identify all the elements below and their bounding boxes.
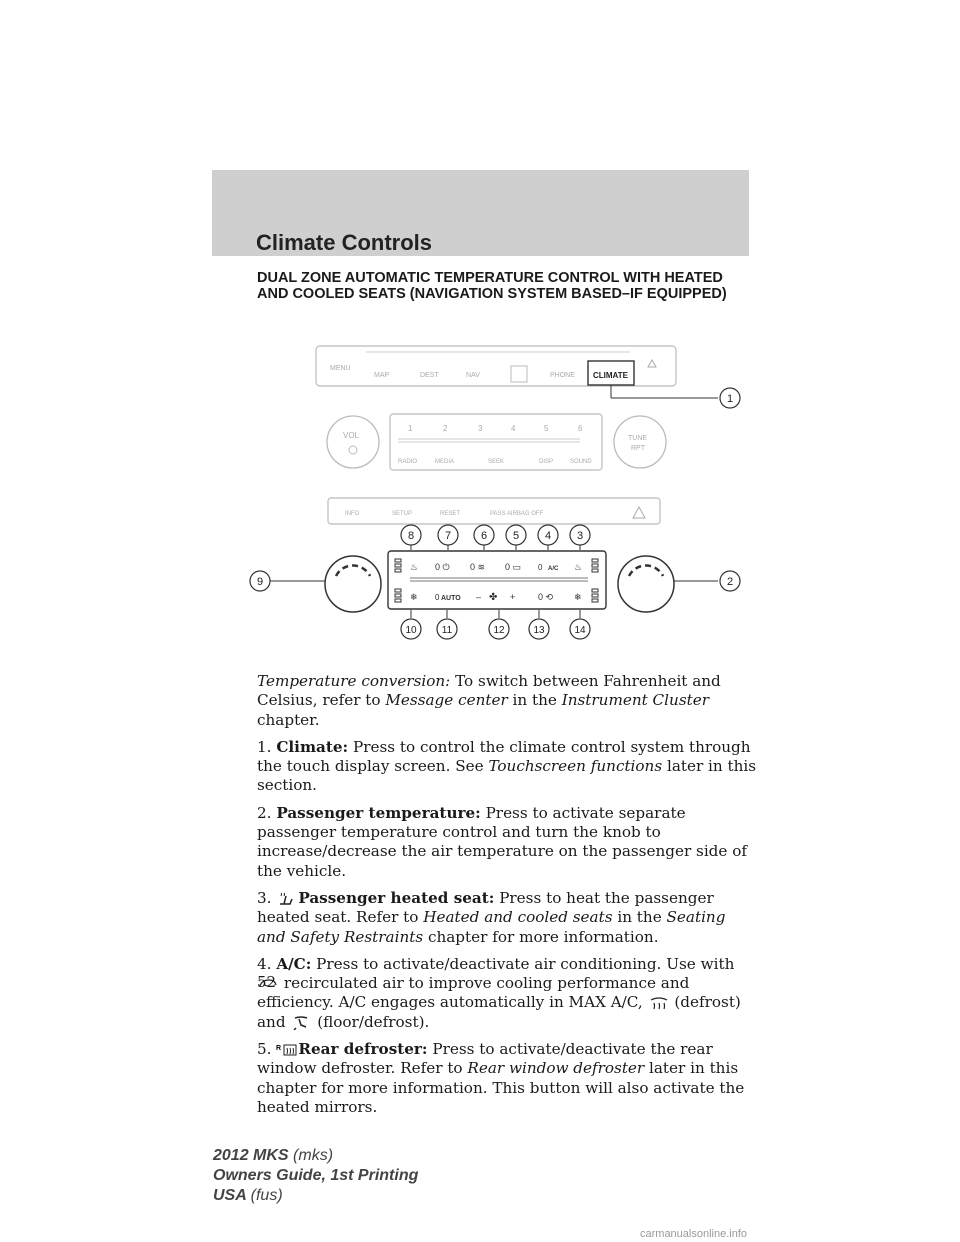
item-1-climate: 1. Climate: Press to control the climate control system through the touch display screen. See Touchscreen functions later in this section.: [257, 737, 757, 795]
hazard-icon: [633, 507, 645, 518]
footer-model-line: 2012 MKS (mks): [213, 1147, 334, 1164]
eject-icon: [648, 360, 656, 367]
item-4-ac: 4. A/C: Press to activate/deactivate air conditioning. Use with recirculated air to improve cooling performance and efficiency. A/C engages automatically in MAX A/C, (defrost) and (floor/defrost).: [257, 954, 741, 1031]
callout-4: 4: [544, 530, 552, 542]
fan-icon: ✤: [489, 592, 498, 603]
radio-button: RADIO: [398, 459, 418, 465]
rpt-label: RPT: [631, 445, 645, 452]
item-5-rear-defroster: 5. R Rear defroster: Press to activate/deactivate the rear window defroster. Refer to Rear window defroster later in this chapter for more information. This button will also activate the heated mirrors.: [257, 1040, 745, 1116]
footer-guide-line: Owners Guide, 1st Printing: [213, 1167, 419, 1184]
menu-button: MENU: [330, 365, 351, 372]
passenger-cooled-seat-icon: ❄: [574, 592, 582, 602]
driver-cooled-seat-icon: ❄: [410, 592, 418, 602]
callout-13: 13: [533, 625, 545, 636]
rear-defrost-button: 0 ▭: [505, 562, 522, 572]
section-heading: DUAL ZONE AUTOMATIC TEMPERATURE CONTROL WITH HEATED AND COOLED SEATS (NAVIGATION SYSTEM BASED–IF EQUIPPED): [257, 270, 727, 302]
preset-6: 6: [578, 424, 583, 433]
preset-5: 5: [544, 424, 549, 433]
pass-airbag-off-label: PASS AIRBAG OFF: [490, 511, 544, 517]
temperature-conversion-paragraph: Temperature conversion: To switch between Fahrenheit and Celsius, refer to Message center in the Instrument Cluster chapter.: [257, 672, 721, 729]
disp-button: DISP: [539, 459, 554, 465]
climate-control-diagram: [240, 338, 750, 648]
fan-increase: +: [510, 592, 516, 602]
fan-decrease: –: [476, 592, 482, 602]
item-3-passenger-heated-seat: 3. Passenger heated seat: Press to heat the passenger heated seat. Refer to Heated and cooled seats in the Seating and Safety Restraints chapter for more information.: [257, 888, 726, 946]
setup-button: SETUP: [392, 511, 413, 517]
preset-4: 4: [511, 424, 516, 433]
seek-button: SEEK: [488, 459, 505, 465]
defrost-icon: [648, 996, 670, 1010]
recirculation-button: 0 ⟲: [538, 592, 554, 602]
vol-label: VOL: [343, 431, 360, 440]
callout-7: 7: [444, 530, 452, 542]
rear-defrost-icon: [276, 1043, 298, 1057]
body-text: [257, 672, 757, 1125]
nav-button: NAV: [466, 372, 480, 379]
callout-2: 2: [726, 576, 734, 588]
driver-heated-seat-icon: ♨: [410, 562, 419, 572]
sound-button: SOUND: [570, 459, 592, 465]
page-number: 52: [257, 973, 277, 991]
reset-button: RESET: [440, 511, 461, 517]
callout-14: 14: [574, 625, 586, 636]
preset-3: 3: [478, 424, 483, 433]
floor-defrost-icon: [290, 1016, 312, 1030]
auto-label: AUTO: [441, 595, 461, 602]
tune-knob: [614, 416, 666, 468]
tune-label: TUNE: [628, 435, 648, 442]
chapter-title: Climate Controls: [256, 230, 433, 255]
item-2-passenger-temperature: 2. Passenger temperature: Press to activate separate passenger temperature control and turn the knob to increase/decrease the air temperature on the passenger side of the vehicle.: [257, 803, 747, 880]
info-key: [511, 366, 527, 382]
callout-1: 1: [726, 393, 734, 405]
preset-1: 1: [408, 424, 413, 433]
media-button: MEDIA: [435, 459, 455, 465]
callout-10: 10: [405, 625, 417, 636]
phone-button: PHONE: [550, 372, 575, 379]
auto-button: 0: [435, 593, 440, 602]
ac-button: 0: [538, 563, 543, 572]
power-button: 0 ⏻: [435, 562, 450, 572]
callout-11: 11: [441, 625, 453, 636]
map-button: MAP: [374, 372, 390, 379]
callout-8: 8: [407, 530, 415, 542]
passenger-heated-seat-icon: ♨: [574, 562, 583, 572]
callout-9: 9: [256, 576, 264, 588]
footer-market-line: USA (fus): [213, 1187, 283, 1204]
info-button: INFO: [345, 511, 360, 517]
preset-2: 2: [443, 424, 448, 433]
callout-6: 6: [480, 530, 488, 542]
svg-text:R: R: [276, 1045, 282, 1053]
vol-knob: [327, 416, 379, 468]
watermark: carmanualsonline.info: [640, 1228, 748, 1240]
callout-12: 12: [493, 625, 505, 636]
ac-label: A/C: [548, 566, 559, 572]
max-defrost-button: 0 ≋: [470, 562, 486, 572]
heated-seat-icon: [276, 892, 298, 906]
dest-button: DEST: [420, 372, 439, 379]
callout-3: 3: [576, 530, 584, 542]
callout-5: 5: [512, 530, 520, 542]
climate-button-label: CLIMATE: [593, 371, 628, 380]
footer: [213, 1146, 418, 1206]
